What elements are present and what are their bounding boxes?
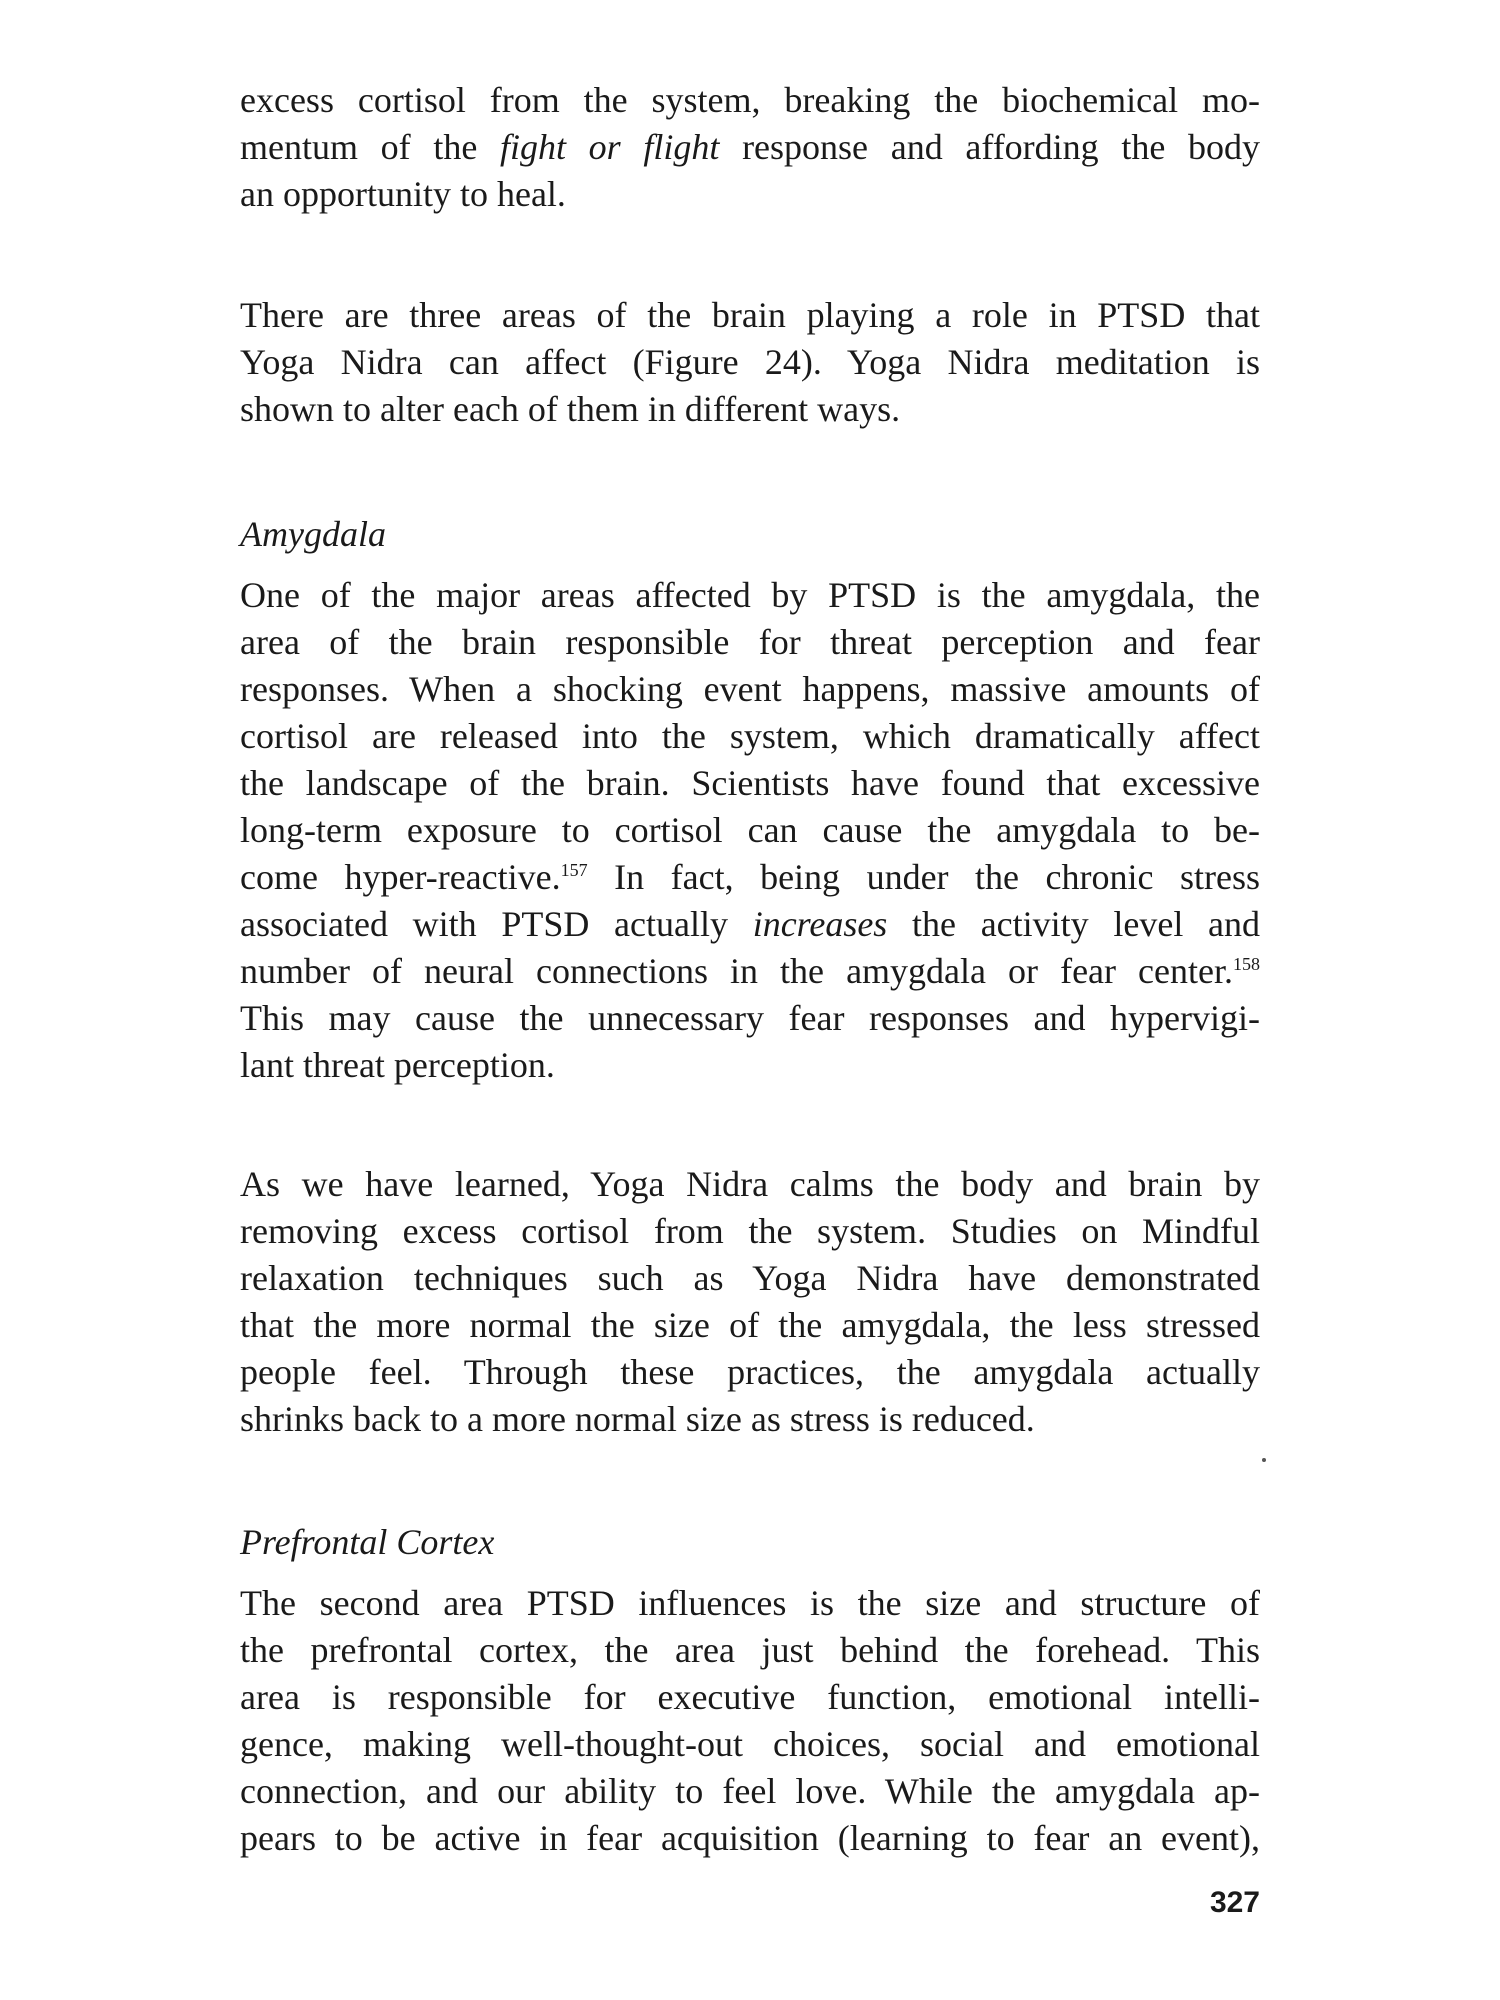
- text-line: shrinks back to a more normal size as stress is reduced.: [240, 1399, 1035, 1439]
- text-line: area of the brain responsible for threat perception and fear: [240, 622, 1260, 662]
- text-line: removing excess cortisol from the system. Studies on Mindful: [240, 1211, 1260, 1251]
- section-heading-prefrontal-cortex: Prefrontal Cortex: [240, 1522, 495, 1562]
- paragraph-yoga-nidra-calms: [240, 1161, 1260, 1443]
- text-line: pears to be active in fear acquisition (learning to fear an event),: [240, 1818, 1260, 1858]
- text-line: responses. When a shocking event happens, massive amounts of: [240, 669, 1260, 709]
- text-line: cortisol are released into the system, which dramatically affect: [240, 716, 1260, 756]
- paragraph-cortisol-intro: [240, 77, 1260, 218]
- paragraph-amygdala: [240, 572, 1260, 1089]
- text-line: area is responsible for executive function, emotional intelli-: [240, 1677, 1260, 1717]
- text-line: There are three areas of the brain playing a role in PTSD that: [240, 295, 1260, 335]
- text-line: number of neural connections in the amygdala or fear center.$^{158}$: [240, 951, 1260, 991]
- text-line: come hyper-reactive.$^{157}$ In fact, being under the chronic stress: [240, 857, 1260, 897]
- text-line: relaxation techniques such as Yoga Nidra have demonstrated: [240, 1258, 1260, 1298]
- text-line: As we have learned, Yoga Nidra calms the body and brain by: [240, 1164, 1260, 1204]
- footnote-ref-158: 158: [1233, 954, 1260, 974]
- text-line: shown to alter each of them in different ways.: [240, 389, 901, 429]
- text-line: long-term exposure to cortisol can cause the amygdala to be-: [240, 810, 1260, 850]
- text-line: The second area PTSD influences is the size and structure of: [240, 1583, 1260, 1623]
- text-line: gence, making well-thought-out choices, social and emotional: [240, 1724, 1260, 1764]
- text-line: One of the major areas affected by PTSD is the amygdala, the: [240, 575, 1260, 615]
- paragraph-three-areas: [240, 292, 1260, 433]
- text-line: the prefrontal cortex, the area just behind the forehead. This: [240, 1630, 1260, 1670]
- footnote-ref-157: 157: [560, 860, 588, 880]
- section-heading-amygdala: Amygdala: [240, 514, 386, 554]
- text-line: Yoga Nidra can affect (Figure 24). Yoga Nidra meditation is: [240, 342, 1260, 382]
- text-line: connection, and our ability to feel love. While the amygdala ap-: [240, 1771, 1260, 1811]
- page-number: 327: [1209, 1886, 1260, 1919]
- text-line: This may cause the unnecessary fear responses and hypervigi-: [240, 998, 1260, 1038]
- text-line: lant threat perception.: [240, 1045, 555, 1085]
- text-line: the landscape of the brain. Scientists have found that excessive: [240, 763, 1260, 803]
- text-line: associated with PTSD actually increases the activity level and: [240, 904, 1260, 944]
- text-line: an opportunity to heal.: [240, 174, 566, 214]
- scan-speck: [1262, 1458, 1266, 1462]
- text-line: excess cortisol from the system, breaking the biochemical mo-: [240, 80, 1260, 120]
- emphasis-text: fight or flight: [500, 127, 720, 167]
- emphasis-text: increases: [752, 904, 888, 944]
- text-line: that the more normal the size of the amygdala, the less stressed: [240, 1305, 1260, 1345]
- text-line: people feel. Through these practices, the amygdala actually: [240, 1352, 1260, 1392]
- paragraph-prefrontal-cortex: [240, 1580, 1260, 1862]
- text-line: mentum of the fight or flight response and affording the body: [240, 127, 1261, 167]
